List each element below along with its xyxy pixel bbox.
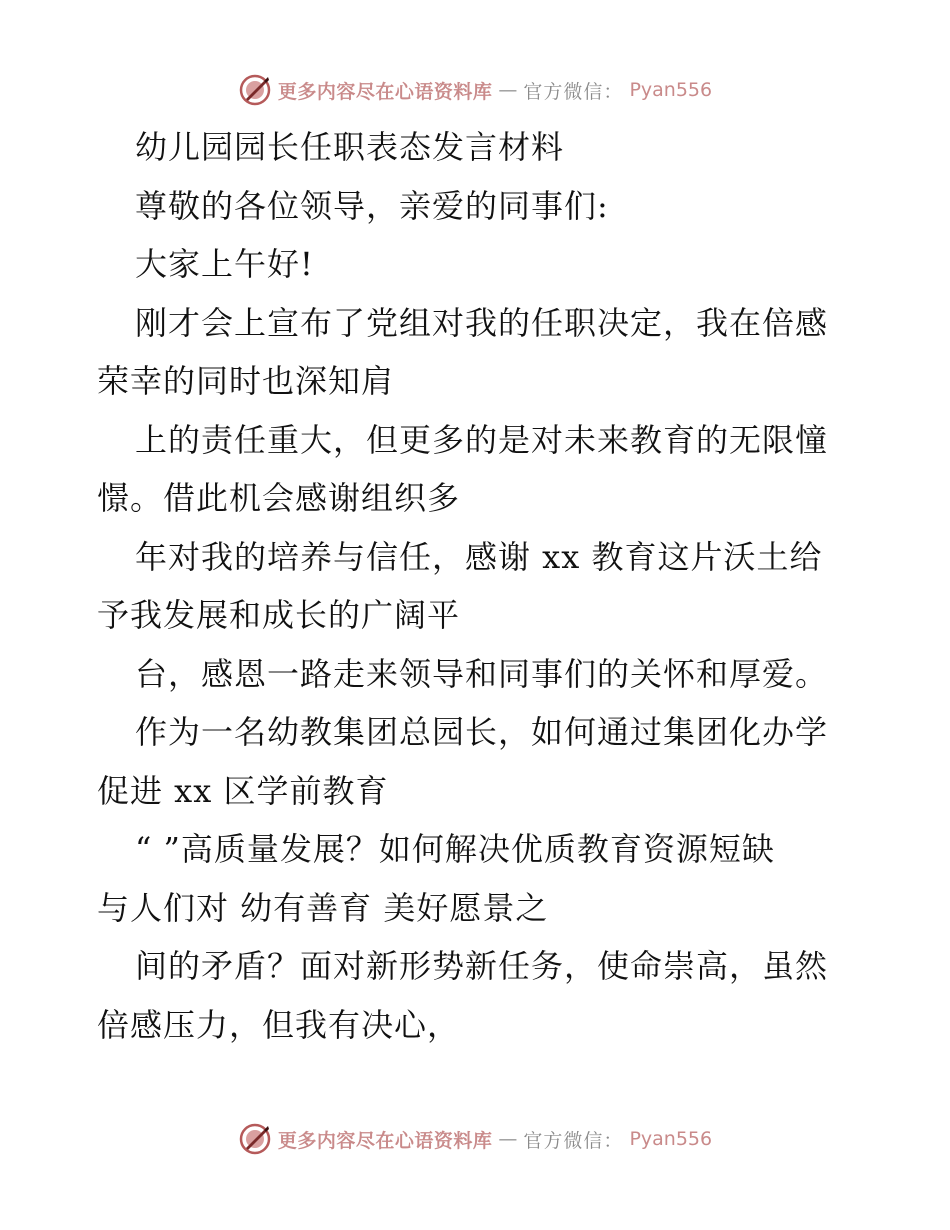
document-line: 台，感恩一路走来领导和同事们的关怀和厚爱。 — [135, 654, 829, 693]
document-line: 间的矛盾？面对新形势新任务，使命崇高，虽然 — [135, 947, 829, 985]
watermark-label: 官方微信： — [523, 80, 624, 103]
document-line: 尊敬的各位领导，亲爱的同事们: — [135, 186, 609, 225]
watermark-label: 官方微信： — [523, 1129, 624, 1152]
watermark-text: 更多内容尽在心语资料库 — [277, 80, 493, 103]
pen-logo-icon — [238, 1122, 272, 1156]
watermark-id: Pyan556 — [629, 1128, 713, 1150]
document-line: 年对我的培养与信任，感谢 xx 教育这片沃土给 — [135, 537, 823, 576]
document-line: 倍感压力，但我有决心， — [97, 1005, 461, 1044]
document-line: “ ”高质量发展？如何解决优质教育资源短缺 — [135, 830, 775, 868]
document-line: 促进 xx 区学前教育 — [97, 771, 389, 810]
footer-watermark — [0, 1119, 950, 1159]
watermark-text: 更多内容尽在心语资料库 — [277, 1129, 493, 1152]
document-line: 作为一名幼教集团总园长，如何通过集团化办学 — [135, 713, 829, 751]
document-line: 予我发展和成长的广阔平 — [97, 596, 461, 634]
watermark-dash: — — [498, 79, 518, 101]
document-line: 上的责任重大，但更多的是对未来教育的无限憧 — [135, 420, 829, 459]
document-line: 荣幸的同时也深知肩 — [97, 362, 395, 400]
document-body — [97, 118, 857, 1054]
header-watermark — [0, 70, 950, 110]
document-line: 憬。借此机会感谢组织多 — [97, 479, 461, 517]
pen-logo-icon — [238, 73, 272, 107]
watermark-id: Pyan556 — [629, 79, 713, 101]
document-line: 刚才会上宣布了党组对我的任职决定，我在倍感 — [135, 303, 829, 342]
document-line: 与人们对 幼有善育 美好愿景之 — [97, 888, 549, 927]
watermark-dash: — — [498, 1128, 518, 1150]
document-line: 幼儿园园长任职表态发言材料 — [135, 128, 565, 166]
document-line: 大家上午好! — [135, 245, 314, 283]
